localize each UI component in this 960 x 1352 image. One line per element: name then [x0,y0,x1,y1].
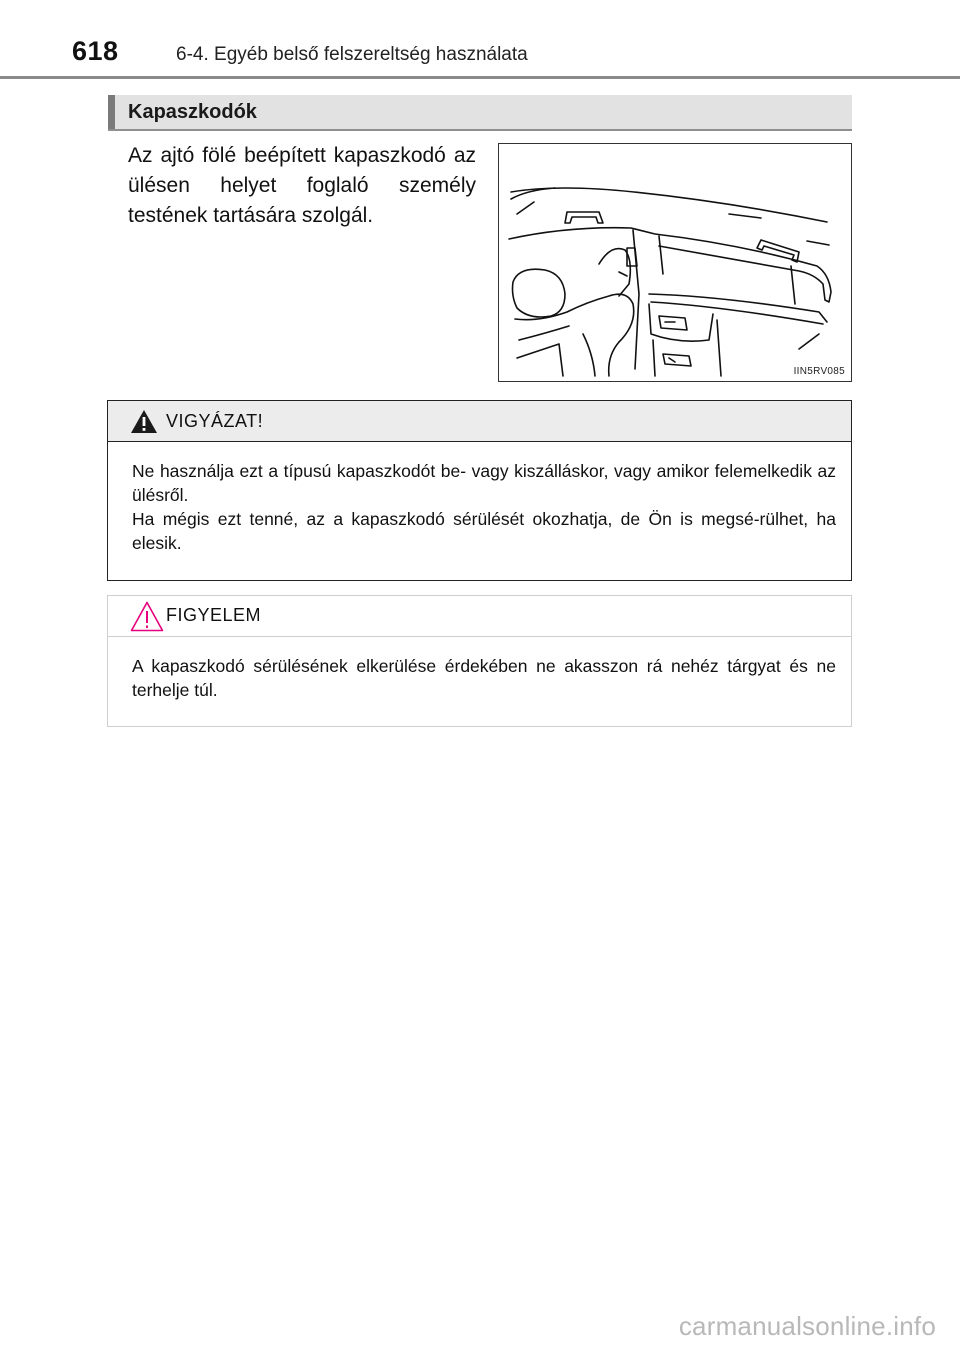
notice-label: FIGYELEM [166,605,262,625]
caution-label: VIGYÁZAT! [166,411,264,431]
figure-code: IIN5RV085 [793,366,845,377]
notice-header [108,596,851,637]
notice-triangle-icon [130,601,164,632]
notice-box [107,595,852,727]
warning-triangle-icon [130,409,158,434]
watermark: carmanualsonline.info [678,1311,936,1341]
notice-text [132,654,836,702]
page-number: 618 [72,36,119,66]
intro-paragraph: Az ajtó fölé beépített kapaszkodó az ülésen helyet foglaló személy testének tartására szolgál. [128,144,476,227]
caution-box [107,400,852,581]
section-title: Kapaszkodók [128,101,257,123]
notice-paragraph: A kapaszkodó sérülésének elkerülése érdekében ne akasszon rá nehéz tárgyat és ne terhelje túl. [132,656,836,700]
chapter-title: 6-4. Egyéb belső felszereltség használata [176,44,528,65]
section-heading-accent [108,95,115,129]
header-divider [0,76,960,79]
caution-header [108,401,851,442]
section-heading-bar [108,95,852,131]
car-interior-drawing [499,144,851,381]
caution-paragraph: Ha mégis ezt tenné, az a kapaszkodó sérülését okozhatja, de Ön is megsé-rülhet, ha elesik. [132,509,836,553]
caution-text [132,459,836,555]
assist-grip-illustration [498,143,852,382]
caution-paragraph: Ne használja ezt a típusú kapaszkodót be- vagy kiszálláskor, vagy amikor felemelkedik az ülésről. [132,461,836,505]
